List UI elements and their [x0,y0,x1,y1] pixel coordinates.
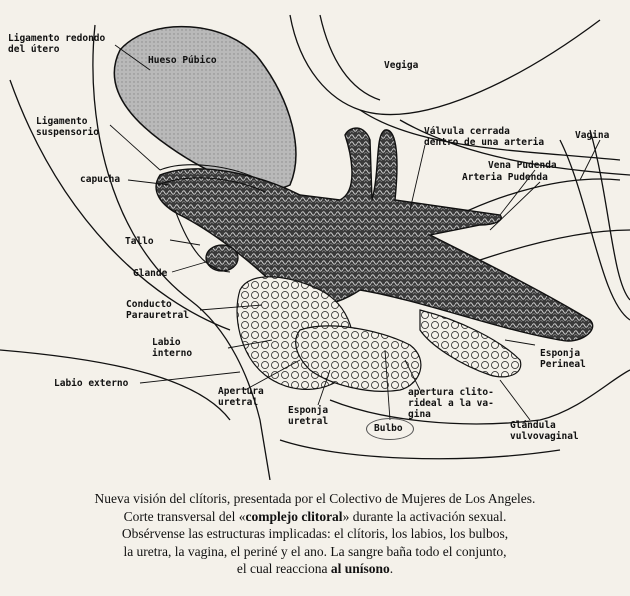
caption-line-1: Nueva visión del clítoris, presentada por el Colectivo de Mujeres de Los Angeles. [94,491,536,506]
caption-line-2 [0,508,630,526]
label-tallo: Tallo [125,236,154,247]
label-esponja-perineal: Esponja Perineal [540,348,586,370]
caption-line-5-post: . [389,561,394,576]
glans-shape [206,245,238,271]
label-conducto: Conducto Parauretral [126,299,189,321]
caption-line-5-bold: al unísono [330,561,390,576]
label-hueso-pubico: Hueso Púbico [148,55,217,66]
label-apertura-clitoridal: apertura clito- rideal a la va- gina [408,387,494,420]
label-arteria-pudenda: Arteria Pudenda [462,172,548,183]
pubic-bone-shape [114,27,296,189]
label-glandula: Glándula vulvovaginal [510,420,579,442]
caption-line-2-bold: complejo clitoral [245,508,343,524]
label-valvula: Válvula cerrada dentro de una arteria [424,126,545,148]
label-labio-externo: Labio externo [54,378,129,389]
caption-line-5-pre: el cual reacciona [236,561,331,576]
label-apertura-uretral: Apertura uretral [218,386,264,408]
label-esponja-uretral: Esponja uretral [288,405,329,427]
label-bulbo: Bulbo [374,423,403,434]
label-ligamento-suspensorio: Ligamento suspensorio [36,116,99,138]
caption-line-5 [0,560,630,578]
label-glande: Glande [133,268,168,279]
label-vegiga: Vegiga [384,60,419,71]
label-vagina: Vagina [575,130,610,141]
label-labio-interno: Labio interno [152,337,193,359]
label-capucha: capucha [80,174,121,185]
caption-line-4: la uretra, la vagina, el periné y el ano. La sangre baña todo el conjunto, [123,543,507,559]
caption-line-2-post: » durante la activación sexual. [342,508,507,524]
caption-line-2-pre: Corte transversal del « [123,508,246,524]
label-vena-pudenda: Vena Pudenda [488,160,557,171]
figure-caption [0,490,630,578]
label-ligamento-redondo: Ligamento redondo del útero [8,33,106,55]
caption-line-3: Obsérvense las estructuras implicadas: el clítoris, los labios, los bulbos, [121,526,509,541]
